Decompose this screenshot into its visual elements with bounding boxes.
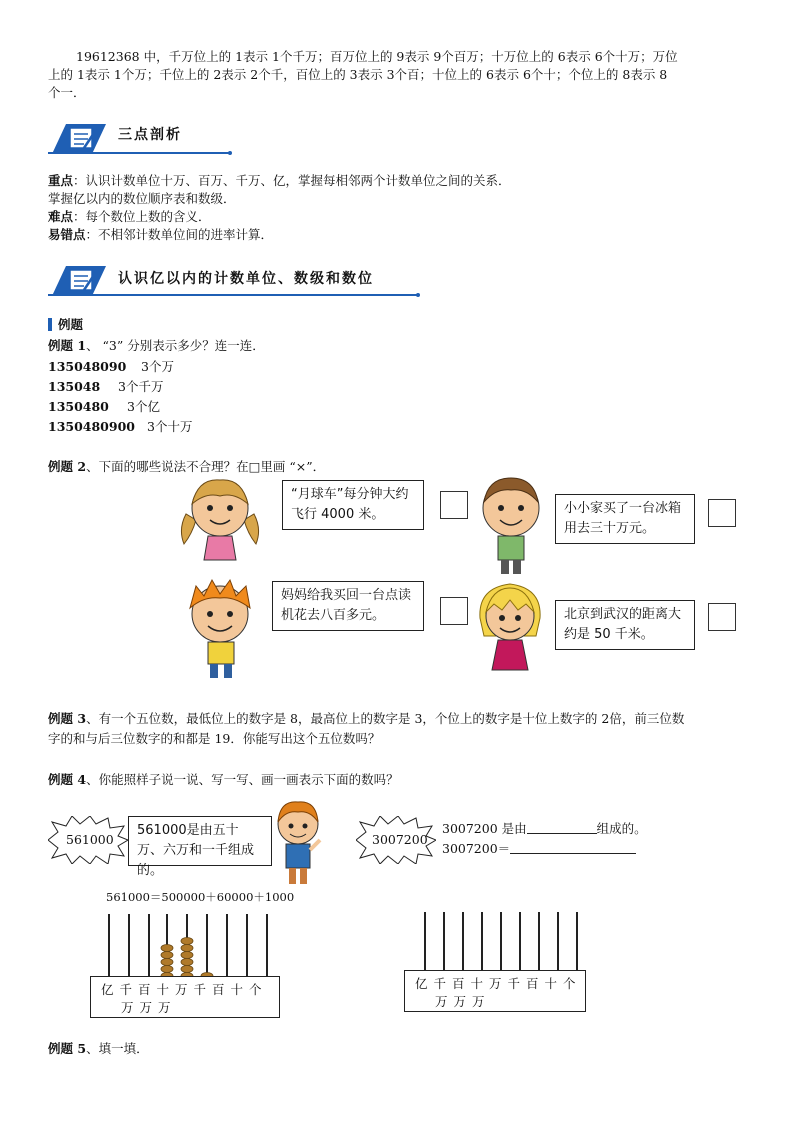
difficulty-line (48, 208, 211, 226)
key-point-line-2: 掌握亿以内的数位顺序表和数级． (48, 191, 236, 206)
example-3-label: 例题 3 (48, 711, 87, 726)
speech-bubble-moon-rover: “月球车”每分钟大约飞行 4000 米。 (282, 480, 424, 530)
abacus-beads (90, 906, 280, 982)
ex1-value-4: 3个十万 (147, 419, 193, 434)
abacus-left-base (90, 976, 280, 1018)
ex1-number-4: 1350480900 (48, 419, 135, 434)
place-value-labels: 亿千百十万千百十个 (101, 982, 268, 997)
abacus-rod (519, 912, 521, 976)
example-1-label: 例题 1 (48, 338, 87, 353)
speech-bubble-reading-pen: 妈妈给我买回一台点读机花去八百多元。 (272, 581, 424, 631)
key-point-label: 重点 (48, 173, 74, 188)
section-title-units: 认识亿以内的计数单位、数级和数位 (118, 271, 374, 287)
example-5-text: 、填一填． (86, 1041, 149, 1056)
example-4-text: 、你能照样子说一说、写一写、画一画表示下面的数吗？ (86, 772, 399, 787)
abacus-rod (557, 912, 559, 976)
boy-orange-hair-illustration (182, 576, 260, 680)
examples-subhead (48, 316, 83, 334)
ex1-number-2: 135048 (48, 379, 101, 394)
abacus-rod (443, 912, 445, 976)
answer-box-4[interactable] (708, 603, 736, 631)
right-fill-line-2 (442, 840, 636, 858)
example-4-label: 例题 4 (48, 772, 87, 787)
difficulty-label: 难点 (48, 209, 74, 224)
example-2-label: 例题 2 (48, 459, 87, 474)
example-3-text-1: 、有一个五位数，最低位上的数字是 8，最高位上的数字是 3，个位上的数字是十位上数字的 2倍，前三位数 (86, 711, 685, 726)
girl-blonde-illustration (474, 578, 546, 682)
ex1-number-3: 1350480 (48, 399, 109, 414)
blank-equation[interactable] (510, 841, 636, 854)
abacus-rod (500, 912, 502, 976)
intro-line-2: 上的 1表示 1个万；千位上的 2表示 2个千，百位上的 3表示 3个百；十位上的 6表示 6个十；个位上的 8表示 8 (48, 67, 668, 82)
speech-bubble-distance: 北京到武汉的距离大约是 50 千米。 (555, 600, 695, 650)
error-prone-label: 易错点 (48, 227, 86, 242)
abacus-rod (576, 912, 578, 976)
error-prone-text: ：不相邻计数单位间的进率计算． (85, 227, 274, 242)
key-point-line (48, 172, 511, 190)
abacus-rod (424, 912, 426, 976)
example-5-prompt (48, 1040, 149, 1058)
right-fill-line-1 (442, 820, 647, 838)
examples-subhead-label: 例题 (58, 317, 84, 332)
abacus-rod (538, 912, 540, 976)
boy-brown-hair-illustration (476, 474, 546, 576)
place-value-suffixes: 万万万 (435, 994, 491, 1009)
abacus-right[interactable] (404, 906, 586, 1012)
place-value-labels: 亿千百十万千百十个 (415, 976, 582, 991)
example-5-label: 例题 5 (48, 1041, 87, 1056)
example-2-text: 、下面的哪些说法不合理？在□里画 “×”． (86, 459, 326, 474)
starburst-right-number: 3007200 (372, 832, 428, 847)
girl-pointing-illustration (270, 798, 324, 888)
ex1-number-1: 135048090 (48, 359, 127, 374)
abacus-rod (481, 912, 483, 976)
place-value-suffixes: 万万万 (121, 1000, 177, 1015)
right-fill-line-2-start: 3007200＝ (442, 841, 511, 856)
example-1-prompt (48, 337, 265, 355)
ex1-value-3: 3个亿 (127, 399, 160, 414)
difficulty-text: ：每个数位上数的含义． (73, 209, 211, 224)
starburst-left-number: 561000 (66, 832, 114, 847)
section-title-analysis: 三点剖析 (118, 127, 182, 143)
example-4-prompt (48, 771, 399, 789)
left-equation: 561000＝500000＋60000＋1000 (106, 890, 295, 904)
intro-line-1: 19612368 中，千万位上的 1表示 1个千万；百万位上的 9表示 9个百万；十万位上的 6表示 6个十万；万位 (76, 49, 678, 64)
intro-line-3: 个一． (48, 85, 86, 100)
answer-box-2[interactable] (708, 499, 736, 527)
ex1-value-2: 3个千万 (118, 379, 164, 394)
subhead-marker (48, 318, 52, 331)
right-fill-line-1-start: 3007200 是由 (442, 821, 527, 836)
example-3-line-2: 字的和与后三位数字的和都是 19．你能写出这个五位数吗？ (48, 731, 381, 746)
error-prone-line (48, 226, 273, 244)
ex1-value-1: 3个万 (141, 359, 174, 374)
abacus-right-base (404, 970, 586, 1012)
speech-bubble-fridge: 小小家买了一台冰箱用去三十万元。 (555, 494, 695, 544)
key-point-text: ：认识计数单位十万、百万、千万、亿，掌握每相邻两个计数单位之间的关系． (73, 173, 511, 188)
answer-box-3[interactable] (440, 597, 468, 625)
girl-pigtails-illustration (178, 474, 262, 566)
answer-box-1[interactable] (440, 491, 468, 519)
example-3-line-1 (48, 710, 684, 728)
right-fill-line-1-end: 组成的。 (596, 821, 647, 836)
blank-composition[interactable] (527, 821, 597, 834)
example-1-text: 、 “3” 分别表示多少？连一连． (86, 338, 265, 353)
abacus-rod (462, 912, 464, 976)
speech-bubble-561000: 561000是由五十万、六万和一千组成的。 (128, 816, 272, 866)
abacus-left (90, 906, 280, 1018)
